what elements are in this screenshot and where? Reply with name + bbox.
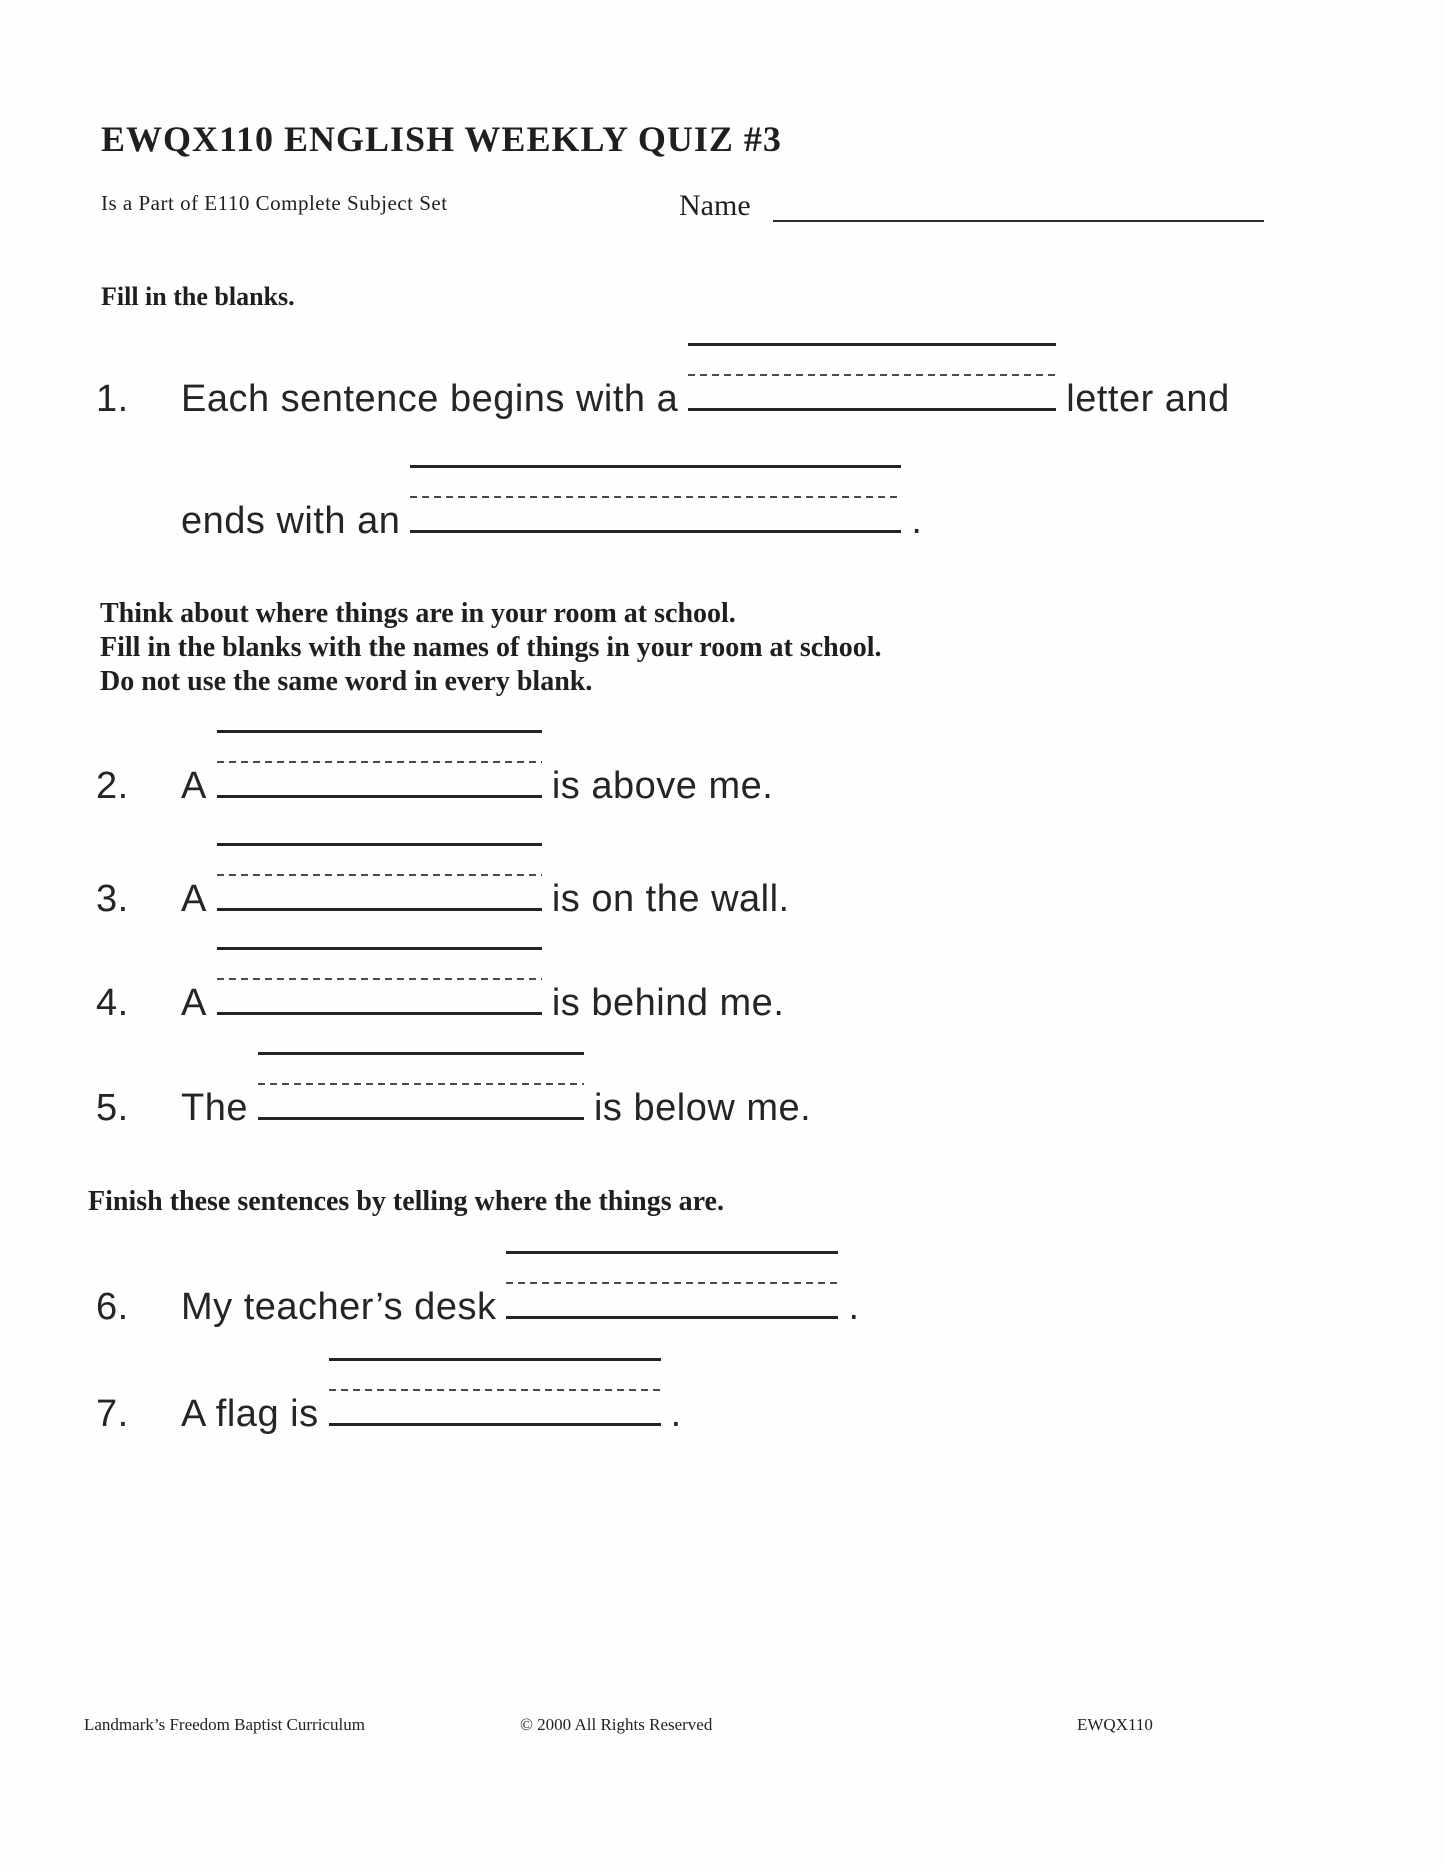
question-4-number: 4. — [96, 982, 129, 1024]
section-finish-heading: Finish these sentences by telling where the things are. — [88, 1186, 724, 1217]
question-6-pre-text: My teacher’s desk — [181, 1286, 497, 1328]
question-3 — [96, 843, 790, 918]
question-7-blank[interactable] — [329, 1358, 661, 1426]
question-1-blank-1[interactable] — [688, 343, 1056, 411]
question-1-line-2 — [181, 465, 922, 540]
question-4-pre-text: A — [181, 982, 207, 1024]
question-4-post-text: is behind me. — [551, 982, 785, 1024]
question-2-blank[interactable] — [217, 730, 542, 798]
room-instructions-line-3: Do not use the same word in every blank. — [100, 666, 593, 697]
question-2-post-text: is above me. — [551, 765, 774, 807]
question-7-period: . — [670, 1393, 682, 1435]
question-1-number: 1. — [96, 378, 129, 420]
question-3-post-text: is on the wall. — [551, 878, 790, 920]
question-4-blank[interactable] — [217, 947, 542, 1015]
question-5 — [96, 1052, 811, 1127]
question-3-blank[interactable] — [217, 843, 542, 911]
question-5-post-text: is below me. — [593, 1087, 812, 1129]
question-5-number: 5. — [96, 1087, 129, 1129]
page-title: EWQX110 ENGLISH WEEKLY QUIZ #3 — [101, 119, 782, 159]
name-label: Name — [679, 189, 751, 222]
question-6 — [96, 1251, 860, 1326]
footer-code: EWQX110 — [1077, 1715, 1153, 1734]
question-3-pre-text: A — [181, 878, 207, 920]
question-1-pre2-text: ends with an — [181, 500, 401, 542]
question-1-line-1 — [96, 343, 1230, 418]
page-subtitle: Is a Part of E110 Complete Subject Set — [101, 191, 448, 215]
question-1-blank-2[interactable] — [410, 465, 901, 533]
question-3-number: 3. — [96, 878, 129, 920]
question-6-number: 6. — [96, 1286, 129, 1328]
footer-copyright: © 2000 All Rights Reserved — [520, 1715, 713, 1734]
name-input-line[interactable] — [773, 220, 1264, 222]
question-1-period: . — [911, 500, 923, 542]
question-5-pre-text: The — [181, 1087, 248, 1129]
question-1-post-text: letter and — [1066, 378, 1230, 420]
question-2 — [96, 730, 773, 805]
question-1-pre-text: Each sentence begins with a — [181, 378, 679, 420]
room-instructions-line-1: Think about where things are in your room at school. — [100, 598, 736, 629]
question-6-blank[interactable] — [506, 1251, 838, 1319]
question-7-pre-text: A flag is — [181, 1393, 319, 1435]
question-7-number: 7. — [96, 1393, 129, 1435]
question-6-period: . — [848, 1286, 860, 1328]
question-2-pre-text: A — [181, 765, 207, 807]
room-instructions-line-2: Fill in the blanks with the names of things in your room at school. — [100, 632, 882, 663]
question-7 — [96, 1358, 682, 1433]
section-fill-blanks-heading: Fill in the blanks. — [101, 282, 295, 311]
question-2-number: 2. — [96, 765, 129, 807]
footer-publisher: Landmark’s Freedom Baptist Curriculum — [84, 1715, 365, 1734]
question-5-blank[interactable] — [258, 1052, 584, 1120]
question-4 — [96, 947, 784, 1022]
room-instructions — [100, 597, 882, 699]
